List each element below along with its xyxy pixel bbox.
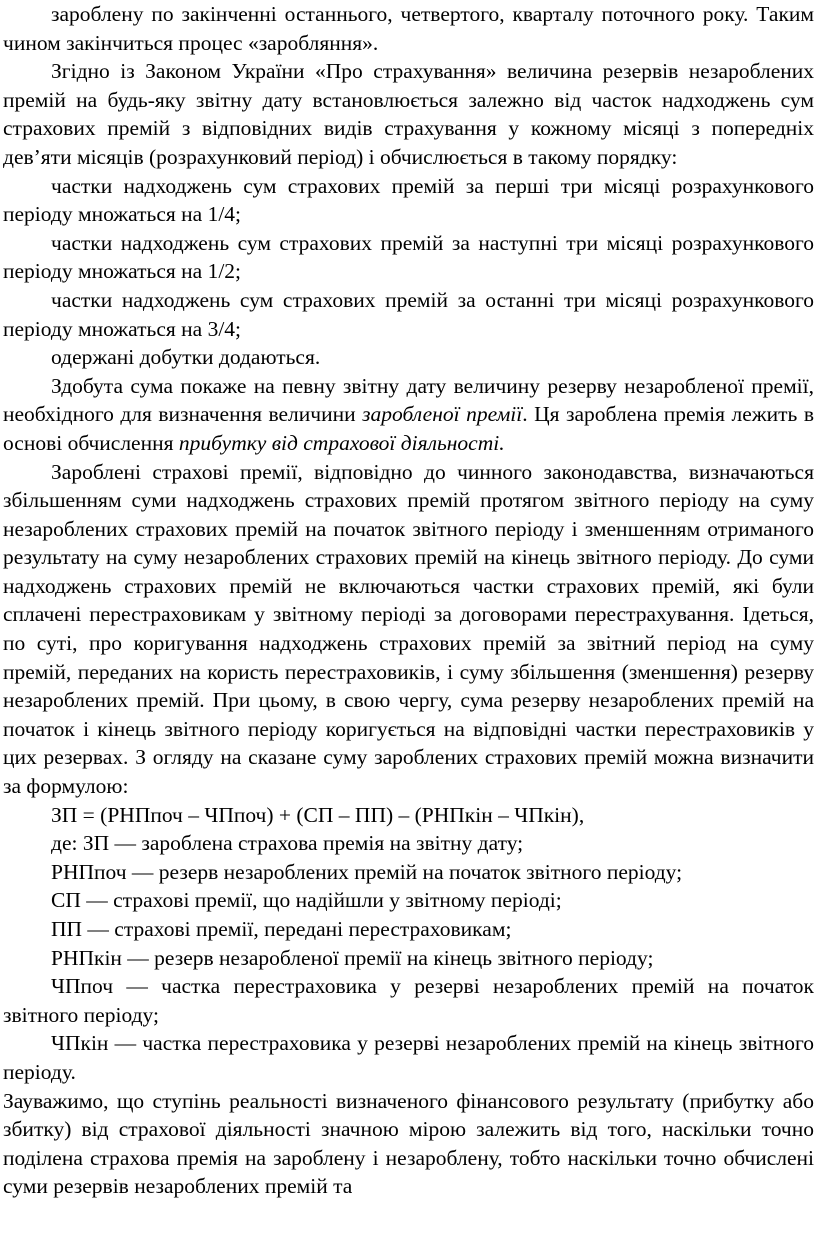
definition-item: ЧПпоч — частка перестраховика у резерві незароблених премій на початок звітного періоду; (3, 974, 814, 1027)
paragraph-text: Здобута сума покаже на певну звітну дату величину резерву незаробленої премії, необхідного для визначення величини (3, 373, 814, 427)
list-item: частки надходжень сум страхових премій за останні три місяці розрахункового періоду множаться на 3/4; (3, 287, 814, 341)
paragraph-earned-premium (3, 372, 814, 458)
list-item: частки надходжень сум страхових премій за перші три місяці розрахункового періоду множаться на 1/4; (3, 173, 814, 227)
definition-item: РНПкін — резерв незаробленої премії на кінець звітного періоду; (51, 945, 654, 970)
paragraph-conclusion: Зауважимо, що ступінь реальності визначеного фінансового результату (прибутку або збитку) від страхової діяльності значною мірою залежить від того, наскільки точно поділена страхова премія на зароблену і незароблену, тобто наскільки точно обчислені суми резервів незароблених премій та (3, 1088, 814, 1199)
list-item: частки надходжень сум страхових премій за наступні три місяці розрахункового періоду множаться на 1/2; (3, 230, 814, 284)
list-item: одержані добутки додаються. (51, 345, 321, 370)
definition-item: ЧПкін — частка перестраховика у резерві незароблених премій на кінець звітного періоду. (3, 1031, 814, 1084)
definition-item: де: ЗП — зароблена страхова премія на звітну дату; (51, 831, 524, 856)
emphasis-insurance-profit: прибутку від страхової діяльності. (178, 430, 505, 455)
definition-item: СП — страхові премії, що надійшли у звітному періоді; (51, 888, 562, 913)
definition-item: ПП — страхові премії, передані перестраховикам; (51, 917, 512, 941)
paragraph-law-reference: Згідно із Законом України «Про страхування» величина резервів незароблених премій на будь-яку звітну дату встановлюється залежно від часток надходжень сум страхових премій з відповідних видів страхування у кожному місяці з попередніх дев’яти місяців (розрахунковий період) і обчислюється в такому порядку: (3, 59, 814, 169)
formula: ЗП = (РНПпоч – ЧПпоч) + (СП – ПП) – (РНПкін – ЧПкін), (51, 802, 585, 827)
paragraph-continuation: заробленy по закінченні останнього, четвертого, кварталу поточного року. Таким чином закінчиться процес «заробляння». (3, 2, 814, 55)
paragraph-earned-premiums-definition: Зароблені страхові премії, відповідно до чинного законодавства, визначаються збільшенням суми надходжень страхових премій протягом звітного періоду на суму незароблених страхових премій на початок звітного періоду і зменшенням отриманого результату на суму незароблених страхових премій на кінець звітного періоду. До суми надходжень страхових премій не включаються частки страхових премій, які були сплачені перестраховикам у звітному періоді за договорами перестрахування. Ідеться, по суті, про коригування надходжень страхових премій за звітний період на суму премій, переданих на користь перестраховиків, і суму збільшення (зменшення) резерву незароблених премій. При цьому, в свою чергу, сума резерву незароблених премій на початок і кінець звітного періоду коригується на відповідні частки перестраховиків у цих резервах. З огляду на сказане суму зароблених страхових премій можна визначити за формулою: (3, 459, 814, 799)
paragraph-text: . Ця зароблена премія лежить в основі обчислення (3, 402, 814, 455)
definition-item: РНПпоч — резерв незароблених премій на початок звітного періоду; (51, 859, 683, 884)
emphasis-earned-premium: заробленої премії (362, 402, 523, 427)
